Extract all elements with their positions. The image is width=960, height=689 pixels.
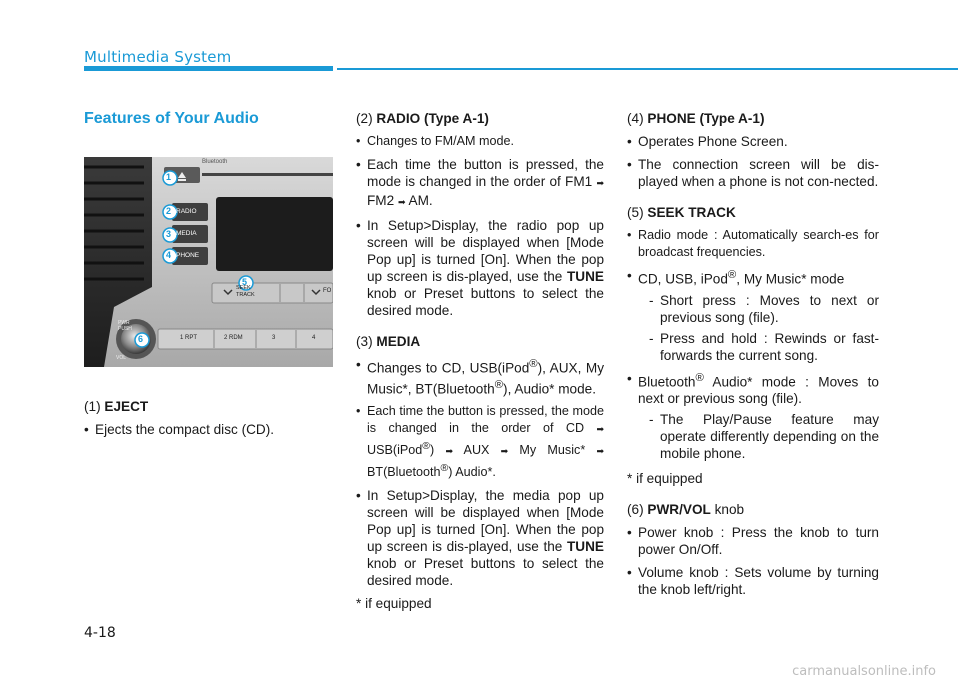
registered-mark: ® (422, 440, 431, 453)
dash-item: - Press and hold : Rewinds or fast-forwards the current song. (638, 330, 879, 364)
tune-label: TUNE (566, 539, 604, 555)
text-span: AUX (453, 443, 501, 458)
list-item (356, 156, 604, 211)
media-num: (3) (356, 334, 373, 349)
text-span: knob or Preset buttons to select the desired mode. (367, 286, 604, 318)
list-item: • Ejects the compact disc (CD). (84, 421, 334, 438)
callout-2: 2 (166, 206, 172, 216)
watermark: carmanualsonline.info (792, 664, 936, 679)
arrow-icon: ➡ (596, 446, 604, 457)
header-rule-thick (84, 66, 333, 71)
pwr-label: PWR/VOL (647, 502, 711, 518)
list-item: • Volume knob : Sets volume by turning the knob left/right. (627, 564, 879, 598)
dash-item: - The Play/Pause feature may operate differently depending on the mobile phone. (638, 411, 879, 462)
footnote: * if equipped (627, 471, 703, 487)
footnote: * if equipped (356, 596, 432, 612)
seek-label: SEEK (236, 285, 251, 291)
list-item: • Changes to FM/AM mode. (356, 133, 604, 150)
text-span: ) Audio*. (448, 465, 496, 480)
list-item (356, 403, 604, 481)
preset-4-label: 4 (312, 335, 316, 341)
column-3 (627, 110, 879, 612)
list-item: • Operates Phone Screen. (627, 133, 879, 150)
arrow-icon: ➡ (596, 178, 604, 188)
list-item (627, 267, 879, 364)
preset-3-label: 3 (272, 335, 276, 341)
text-span: Bluetooth (638, 374, 696, 390)
text-span: ), AUX, My Music*, BT(Bluetooth (367, 360, 604, 397)
text-span: My Music* (508, 443, 597, 458)
vol-label: VOL (116, 355, 127, 361)
pwr-num: (6) (627, 502, 644, 518)
bluetooth-label: Bluetooth (202, 159, 228, 165)
callout-1: 1 (166, 172, 172, 182)
seek-heading (627, 204, 879, 221)
registered-mark: ® (494, 378, 504, 391)
pwr-list (627, 524, 879, 598)
eject-heading (84, 398, 334, 415)
phone-num: (4) (627, 111, 644, 126)
text-span: , My Music* mode (736, 271, 845, 287)
registered-mark: ® (727, 269, 737, 281)
text-span: In Setup>Display, the media pop up screen will be displayed when [Mode Pop up] is turned [On]. When the pop up screen is dis-played, use the (367, 488, 604, 555)
callout-6: 6 (138, 334, 144, 344)
pwr-suffix: knob (710, 502, 745, 518)
eject-section (84, 398, 334, 452)
radio-num: (2) (356, 111, 373, 126)
arrow-icon: ➡ (397, 197, 406, 207)
tune-label: TUNE (566, 269, 604, 284)
list-item: • Power knob : Press the knob to turn power On/Off. (627, 524, 879, 558)
text-span: knob or Preset buttons to select the desired mode. (367, 556, 604, 589)
text-span: Each time the button is pressed, the mode is changed in the order of FM1 (367, 157, 604, 189)
media-list (356, 356, 604, 589)
registered-mark: ® (695, 371, 704, 384)
list-item: • The connection screen will be dis-played when a phone is not con-nected. (627, 156, 879, 190)
text-span: FM2 (367, 193, 398, 208)
list-item (627, 370, 879, 463)
registered-mark: ® (440, 462, 449, 475)
track-label: TRACK (236, 292, 255, 298)
phone-heading (627, 110, 879, 127)
phone-list (627, 133, 879, 190)
audio-unit-svg (84, 157, 333, 367)
list-item (356, 487, 604, 589)
section-title: Features of Your Audio (84, 110, 259, 127)
column-1 (84, 110, 334, 142)
header-title: Multimedia System (84, 48, 232, 66)
text-span: ), Audio* mode. (503, 381, 596, 397)
pwr-heading (627, 501, 879, 518)
text-span: USB(iPod (367, 443, 423, 458)
phone-label: PHONE (Type A-1) (647, 111, 765, 126)
page-number: 4-18 (84, 625, 116, 641)
eject-label: EJECT (104, 399, 149, 414)
text-span: AM. (405, 193, 433, 208)
radio-button-label: RADIO (176, 208, 197, 215)
radio-label: RADIO (Type A-1) (376, 111, 489, 126)
seek-label: SEEK TRACK (647, 205, 736, 220)
media-label: MEDIA (376, 334, 421, 349)
text-span: BT(Bluetooth (367, 465, 441, 480)
pwr-label: PWR (118, 320, 130, 326)
arrow-icon: ➡ (445, 446, 454, 457)
list-item (356, 217, 604, 319)
phone-button-label: PHONE (176, 252, 200, 259)
media-button-label: MEDIA (176, 230, 197, 237)
callout-3: 3 (166, 229, 172, 239)
header-rule-thin (337, 68, 958, 70)
radio-list (356, 133, 604, 319)
media-heading (356, 333, 604, 350)
callout-4: 4 (166, 250, 172, 260)
text-span: CD, USB, iPod (638, 271, 728, 287)
column-2 (356, 110, 604, 626)
text-span: ) (430, 443, 446, 458)
fo-label: FO (323, 288, 332, 294)
text-span: In Setup>Display, the radio pop up screen will be displayed when [Mode Pop up] is turned [On]. When the pop up screen is dis-played, use the (367, 218, 604, 284)
list-item: • Radio mode : Automatically search-es for broadcast frequencies. (627, 227, 879, 261)
seek-num: (5) (627, 205, 644, 220)
preset-2-label: 2 RDM (224, 335, 243, 341)
text-span: Changes to CD, USB(iPod (367, 360, 530, 376)
push-label: PUSH (118, 326, 132, 332)
radio-heading (356, 110, 604, 127)
callout-5: 5 (242, 277, 248, 287)
list-item (356, 356, 604, 397)
seek-list (627, 227, 879, 462)
text-span: Each time the button is pressed, the mode is changed in the order of CD (367, 404, 604, 436)
registered-mark: ® (529, 358, 538, 370)
arrow-icon: ➡ (596, 424, 604, 435)
audio-unit-illustration (84, 157, 333, 367)
dash-item: - Short press : Moves to next or previous song (file). (638, 292, 879, 326)
preset-1-label: 1 RPT (180, 335, 198, 341)
text-span: Audio* mode : Moves to next or previous song (file). (638, 374, 879, 407)
arrow-icon: ➡ (500, 446, 509, 457)
eject-num: (1) (84, 399, 101, 414)
eject-list (84, 421, 334, 438)
